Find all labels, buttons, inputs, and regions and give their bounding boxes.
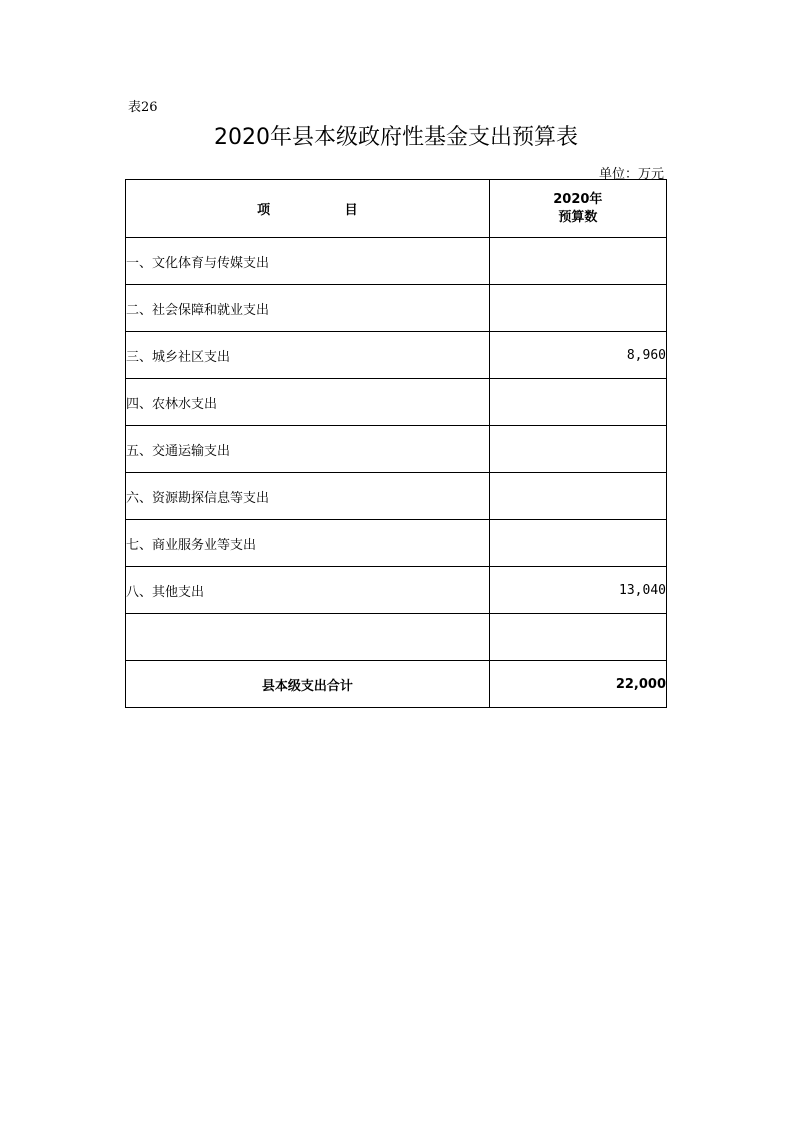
row-amount: 8,960 bbox=[489, 332, 666, 379]
document-title: 2020年县本级政府性基金支出预算表 bbox=[214, 125, 578, 150]
table-row bbox=[126, 473, 667, 520]
row-item: 二、社会保障和就业支出 bbox=[126, 285, 490, 332]
row-amount: 13,040 bbox=[489, 567, 666, 614]
row-item: 一、文化体育与传媒支出 bbox=[126, 238, 490, 285]
table-row bbox=[126, 426, 667, 473]
row-amount bbox=[489, 473, 666, 520]
row-amount bbox=[489, 238, 666, 285]
table-row bbox=[126, 614, 667, 661]
row-item: 四、农林水支出 bbox=[126, 379, 490, 426]
table-row bbox=[126, 520, 667, 567]
row-item: 七、商业服务业等支出 bbox=[126, 520, 490, 567]
total-row bbox=[126, 661, 667, 708]
row-item: 六、资源勘探信息等支出 bbox=[126, 473, 490, 520]
table-row bbox=[126, 379, 667, 426]
row-item: 八、其他支出 bbox=[126, 567, 490, 614]
row-amount bbox=[489, 520, 666, 567]
total-amount: 22,000 bbox=[489, 661, 666, 708]
header-amount bbox=[489, 180, 666, 238]
header-item-label: 项 目 bbox=[257, 203, 358, 218]
row-amount bbox=[489, 285, 666, 332]
total-label: 县本级支出合计 bbox=[126, 661, 490, 708]
header-amount-year: 2020年 bbox=[553, 191, 603, 207]
table-row bbox=[126, 332, 667, 379]
unit-label: 单位：万元 bbox=[598, 167, 664, 182]
table-number: 表26 bbox=[128, 100, 158, 115]
row-item: 三、城乡社区支出 bbox=[126, 332, 490, 379]
header-amount-label: 预算数 bbox=[558, 209, 598, 225]
row-item: 五、交通运输支出 bbox=[126, 426, 490, 473]
table-row bbox=[126, 238, 667, 285]
row-amount bbox=[489, 379, 666, 426]
header-item bbox=[126, 180, 490, 238]
budget-table bbox=[125, 179, 667, 708]
row-amount bbox=[489, 614, 666, 661]
row-item bbox=[126, 614, 490, 661]
table-row bbox=[126, 567, 667, 614]
row-amount bbox=[489, 426, 666, 473]
header-row bbox=[126, 180, 667, 238]
table-row bbox=[126, 285, 667, 332]
